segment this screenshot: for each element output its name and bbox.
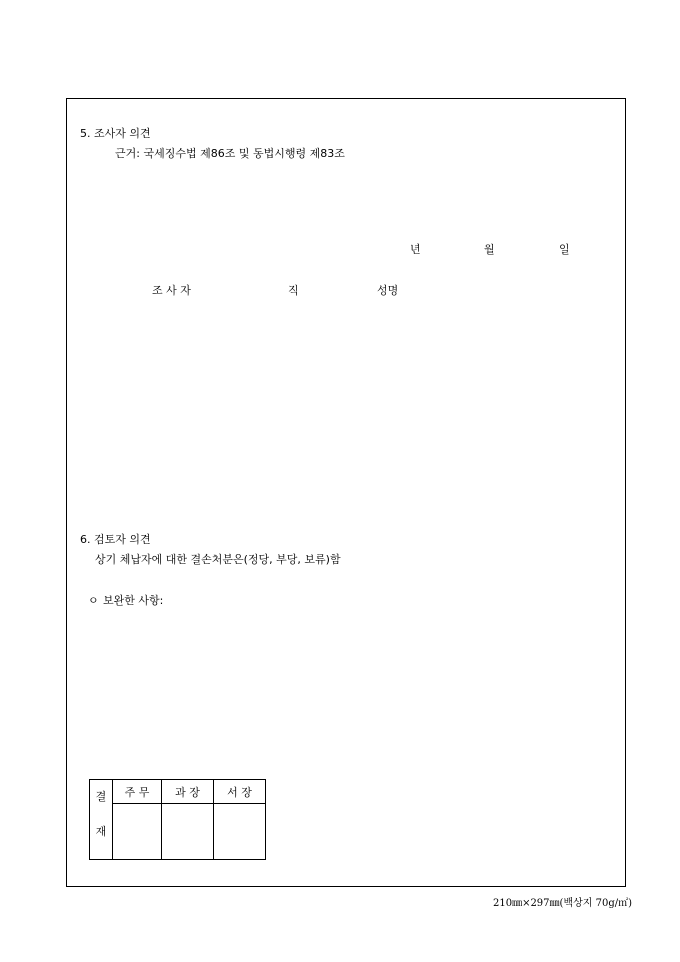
approval-side-top-text: 결 [95,789,107,803]
approval-col-1: 주 무 [113,780,162,804]
date-day-label: 일 [559,243,570,256]
approval-sign-box-2[interactable] [162,804,214,860]
date-month-label: 월 [484,243,495,256]
section6-title: 6. 검토자 의견 [80,533,151,546]
section5-title: 5. 조사자 의견 [80,127,151,140]
date-year-label: 년 [410,243,421,256]
position-label: 직 [288,284,299,297]
approval-sign-box-3[interactable] [214,804,266,860]
approval-side-top [90,780,113,804]
approval-side-bottom-text: 재 [95,825,107,839]
supplement-label: 보완한 사항: [103,594,164,607]
approval-table [89,779,266,860]
approval-col-3: 서 장 [214,780,266,804]
form-frame [66,98,626,887]
approval-col-2: 과 장 [162,780,214,804]
approval-sign-box-1[interactable] [113,804,162,860]
section5-basis: 근거: 국세징수법 제86조 및 동법시행령 제83조 [115,147,345,160]
approval-side-bottom [90,804,113,860]
paper-spec-footer: 210㎜×297㎜(백상지 70g/㎡) [492,898,632,909]
name-label: 성명 [377,284,399,297]
section6-statement: 상기 체납자에 대한 결손처분은(정당, 부당, 보류)함 [95,553,341,566]
bullet-icon: ㅇ [88,594,99,607]
investigator-label: 조 사 자 [152,284,191,297]
